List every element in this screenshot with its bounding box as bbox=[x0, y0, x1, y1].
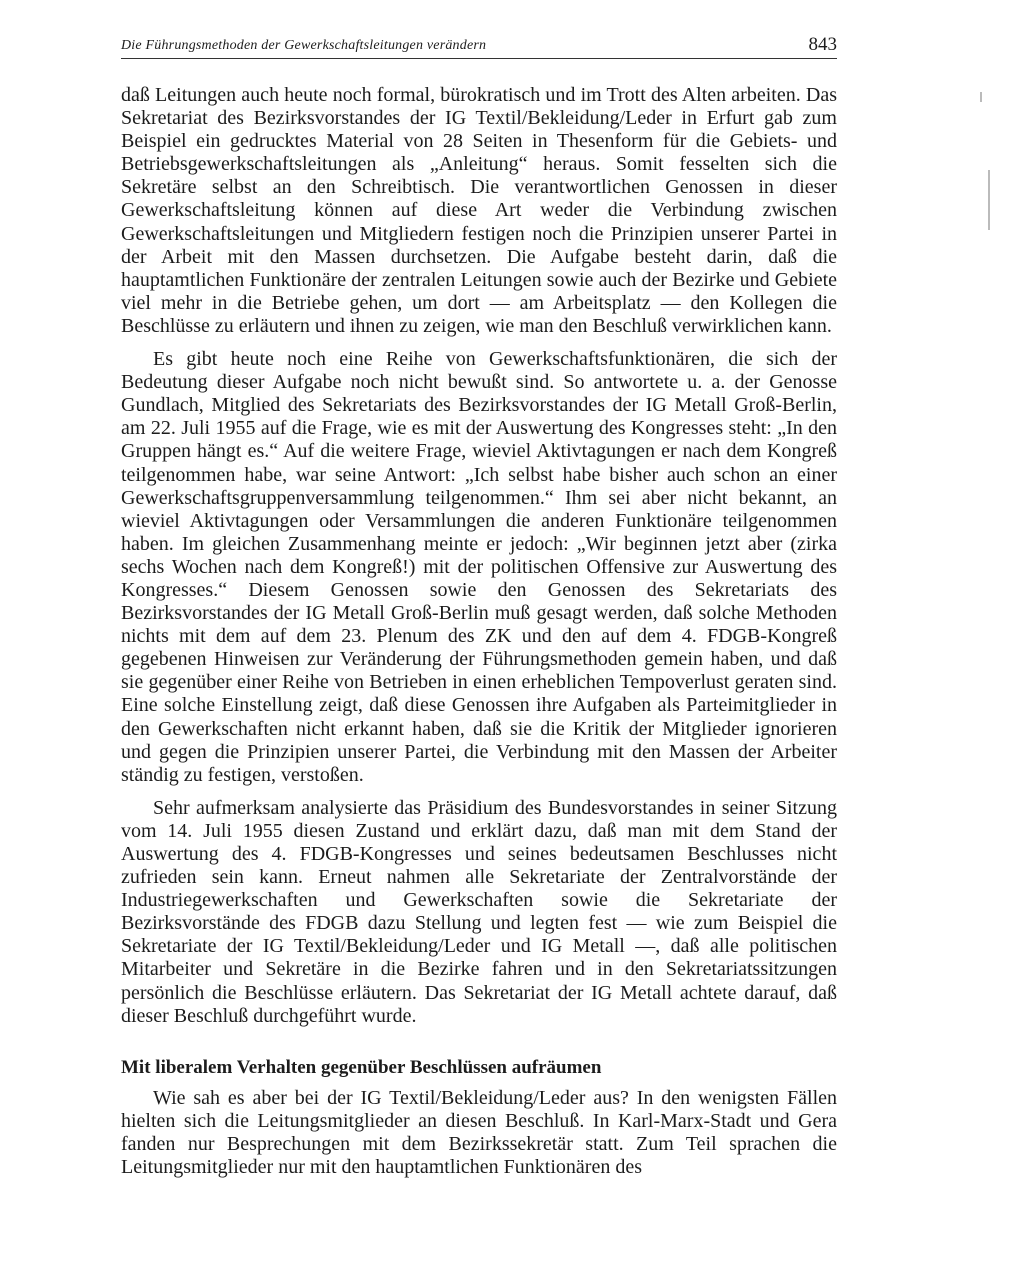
paragraph-4: Wie sah es aber bei der IG Textil/Bekleidung/Leder aus? In den wenigsten Fällen hielten sich die Leitungsmitglieder an diesen Beschluß. In Karl-Marx-Stadt und Gera fanden nur Besprechungen mit dem Bezirkssekretär statt. Zum Teil sprachen die Leitungsmitglieder nur mit den hauptamtlichen Funktionären des bbox=[121, 1086, 837, 1179]
body-text bbox=[121, 84, 837, 1179]
page-number: 843 bbox=[808, 34, 837, 55]
section-heading: Mit liberalem Verhalten gegenüber Beschlüssen aufräumen bbox=[121, 1056, 602, 1078]
paragraph-3: Sehr aufmerksam analysierte das Präsidium des Bundesvorstandes in seiner Sitzung vom 14. Juli 1955 diesen Zustand und erklärt dazu, daß man mit dem Stand der Auswertung des 4. FDGB-Kongresses und seines bedeutsamen Beschlusses nicht zufrieden sein kann. Erneut nahmen alle Sekretariate der Zentralvorstände der Industriegewerkschaften und Gewerkschaften sowie die Sekretariate der Bezirksvorstände des FDGB dazu Stellung und legten fest — wie zum Beispiel die Sekretariate der IG Textil/Bekleidung/Leder und IG Metall —, daß alle politischen Mitarbeiter und Sekretäre in die Bezirke fahren und in den Sekretariatssitzungen persönlich die Beschlüsse erläutern. Das Sekretariat der IG Metall achtete darauf, daß dieser Beschluß durchgeführt wurde. bbox=[121, 796, 837, 1027]
running-title: Die Führungsmethoden der Gewerkschaftsleitungen verändern bbox=[121, 38, 487, 53]
running-head bbox=[121, 36, 837, 60]
header-rule bbox=[121, 58, 837, 59]
margin-mark bbox=[988, 170, 990, 230]
margin-mark bbox=[980, 92, 982, 102]
paragraph-1: daß Leitungen auch heute noch formal, bürokratisch und im Trott des Alten arbeiten. Das Sekretariat des Bezirksvorstandes der IG Textil/Bekleidung/Leder in Erfurt gab zum Beispiel ein gedrucktes Material von 28 Seiten in Thesenform für die Gebiets- und Betriebsgewerkschaftsleitungen als „Anleitung“ heraus. Somit fesselten sich die Sekretäre selbst an den Schreibtisch. Die verantwortlichen Genossen in dieser Gewerkschaftsleitung können auf diese Art weder die Verbindung zwischen Gewerkschaftsleitungen und Mitgliedern festigen noch die Prinzipien unserer Partei in der Arbeit mit den Massen durchsetzen. Die Aufgabe besteht darin, daß die hauptamtlichen Funktionäre der zentralen Leitungen sowie auch der Bezirke und Gebiete viel mehr in die Betriebe gehen, um dort — am Arbeitsplatz — den Kollegen die Beschlüsse zu erläutern und ihnen zu zeigen, wie man den Beschluß verwirklichen kann. bbox=[121, 84, 837, 337]
paragraph-2: Es gibt heute noch eine Reihe von Gewerkschaftsfunktionären, die sich der Bedeutung dieser Aufgabe noch nicht bewußt sind. So antwortete u. a. der Genosse Gundlach, Mitglied des Sekretariats des Bezirksvorstandes der IG Metall Groß-Berlin, am 22. Juli 1955 auf die Frage, wie es mit der Auswertung des Kongresses steht: „In den Gruppen hängt es.“ Auf die weitere Frage, wieviel Aktivtagungen er nach dem Kongreß teilgenommen habe, war seine Antwort: „Ich selbst habe bisher auch schon an einer Gewerkschaftsgruppenversammlung teilgenommen.“ Ihm sei aber nicht bekannt, an wieviel Aktivtagungen oder Versammlungen die anderen Funktionäre teilgenommen haben. Im gleichen Zusammenhang meinte er jedoch: „Wir beginnen jetzt aber (zirka sechs Wochen nach dem Kongreß!) mit der politischen Offensive zur Auswertung des Kongresses.“ Diesem Genossen sowie den Genossen des Sekretariats des Bezirksvorstandes der IG Metall Groß-Berlin muß gesagt werden, daß solche Methoden nichts mit dem auf dem 23. Plenum des ZK und den auf dem 4. FDGB-Kongreß gegebenen Hinweisen zur Veränderung der Führungsmethoden gemein haben, und daß sie gegenüber einer Reihe von Betrieben in einen erheblichen Tempoverlust geraten sind. Eine solche Einstellung zeigt, daß diese Genossen ihre Aufgaben als Parteimitglieder in den Gewerkschaften nicht erkannt haben, daß sie die Kritik der Mitglieder ignorieren und gegen die Prinzipien unserer Partei, die Verbindung mit den Massen der Arbeiter ständig zu festigen, verstoßen. bbox=[121, 348, 837, 786]
